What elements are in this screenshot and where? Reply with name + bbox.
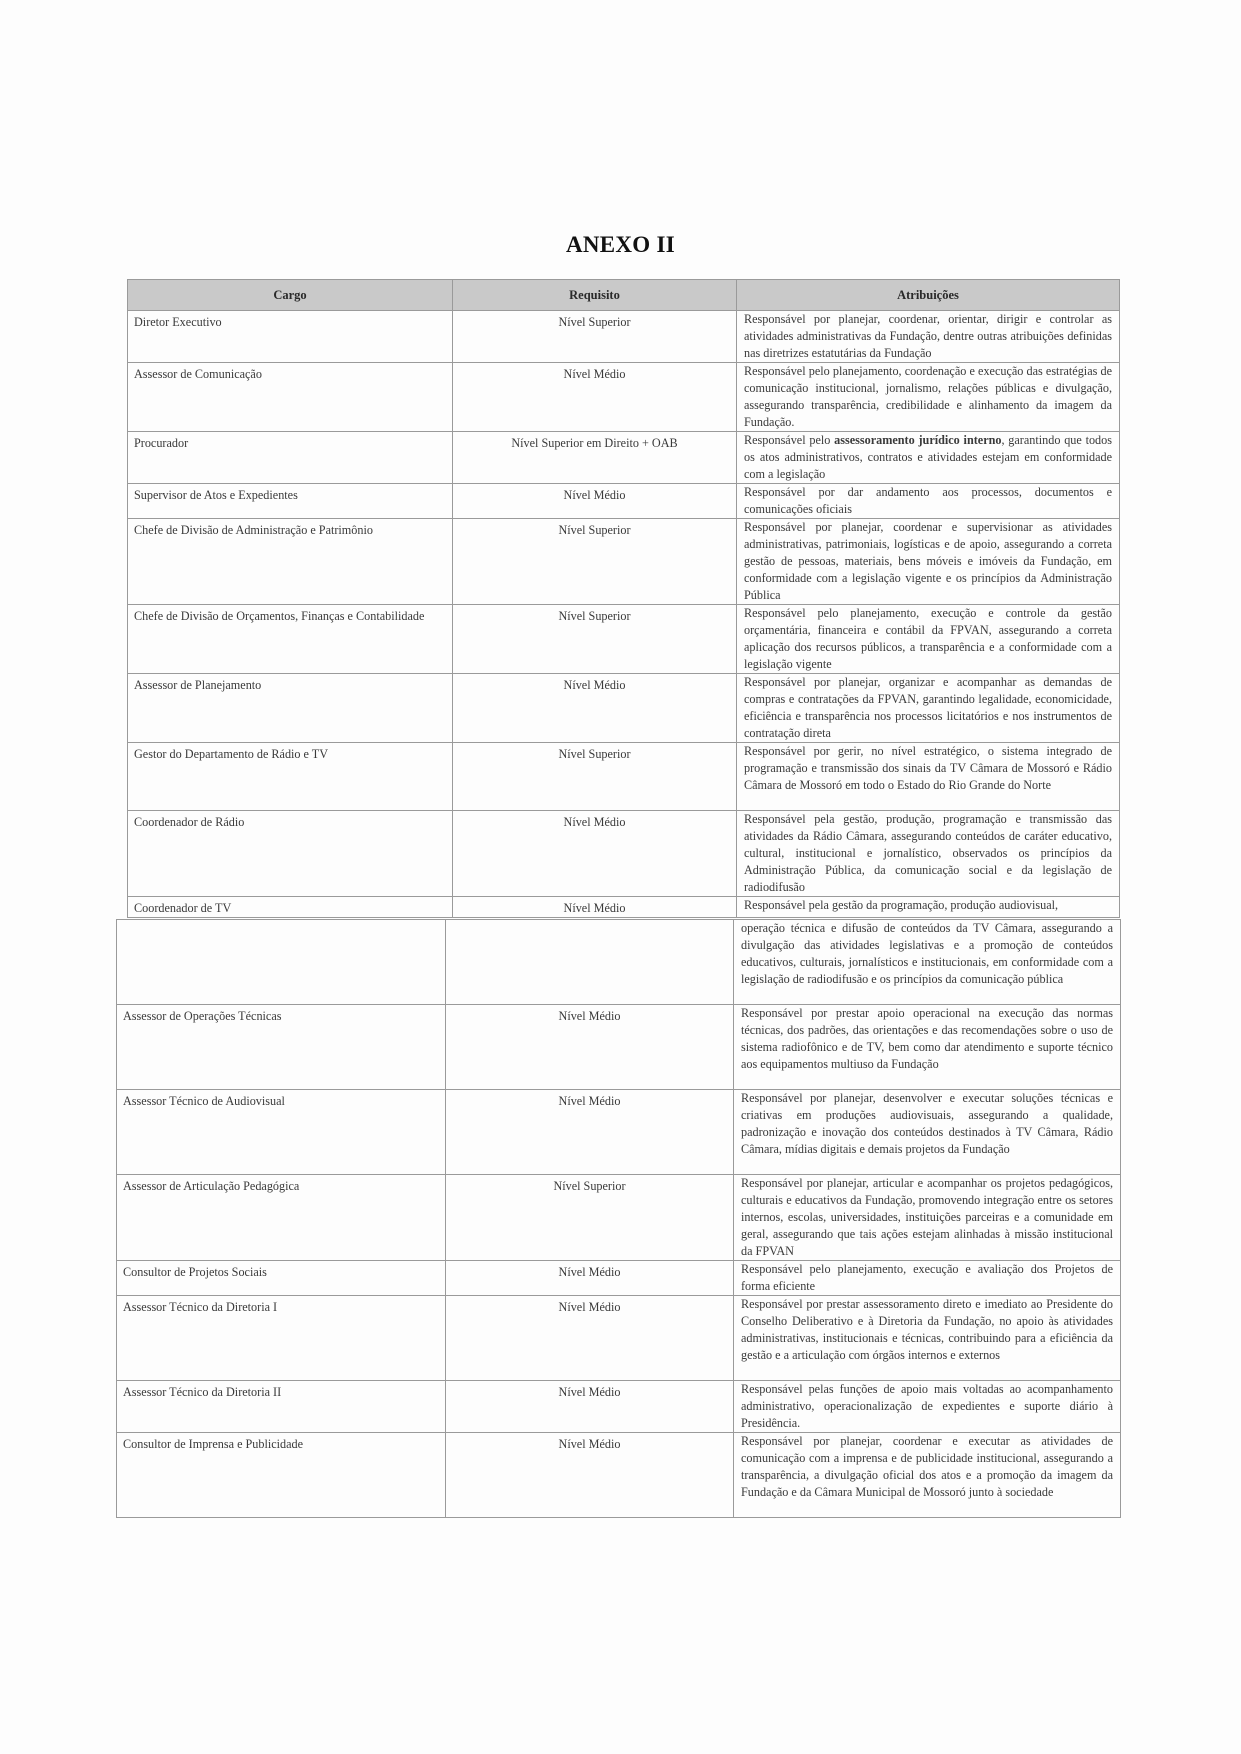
cargo-cell: Coordenador de TV: [128, 897, 453, 918]
atribuicoes-cell: Responsável por prestar assessoramento direto e imediato ao Presidente do Conselho Deliberativo e à Diretoria da Fundação, no apoio às atividades administrativas, institucionais e técnicas, contribuindo para a eficiência da gestão e a articulação com órgãos internos e externos: [734, 1296, 1121, 1381]
atribuicoes-text-post: , garantindo que todos os atos administrativos, contratos e atividades estejam em conformidade com a legislação: [744, 433, 1112, 481]
requisito-cell: [446, 920, 734, 1005]
table-row: [128, 897, 1120, 918]
requisito-cell: Nível Superior em Direito + OAB: [453, 432, 737, 484]
header-requisito: Requisito: [453, 280, 737, 311]
atribuicoes-cell: Responsável por planejar, desenvolver e executar soluções técnicas e criativas em produções audiovisuais, assegurando a qualidade, padronização e inovação dos conteúdos destinados à TV Câmara, Rádio Câmara, mídias digitais e demais projetos da Fundação: [734, 1090, 1121, 1175]
cargo-cell: Chefe de Divisão de Administração e Patrimônio: [128, 519, 453, 605]
table-row: [117, 1296, 1121, 1381]
requisito-cell: Nível Médio: [446, 1296, 734, 1381]
table-row: [117, 1433, 1121, 1518]
requisito-cell: Nível Superior: [453, 605, 737, 674]
requisito-cell: Nível Médio: [453, 363, 737, 432]
requisito-cell: Nível Superior: [446, 1175, 734, 1261]
cargo-cell: Consultor de Imprensa e Publicidade: [117, 1433, 446, 1518]
cargo-cell: Assessor de Planejamento: [128, 674, 453, 743]
requisito-cell: Nível Médio: [453, 674, 737, 743]
cargo-cell: Assessor de Comunicação: [128, 363, 453, 432]
page-title: ANEXO II: [565, 232, 676, 257]
requisito-cell: Nível Médio: [446, 1381, 734, 1433]
requisito-cell: Nível Superior: [453, 311, 737, 363]
cargo-cell: Diretor Executivo: [128, 311, 453, 363]
cargo-cell: Chefe de Divisão de Orçamentos, Finanças e Contabilidade: [128, 605, 453, 674]
table-row: [128, 432, 1120, 484]
requisito-cell: Nível Superior: [453, 743, 737, 811]
atribuicoes-cell: Responsável por planejar, coordenar e executar as atividades de comunicação com a imprensa e de publicidade institucional, assegurando a transparência, a divulgação oficial dos atos e a promoção da imagem da Fundação e da Câmara Municipal de Mossoró junto à sociedade: [734, 1433, 1121, 1518]
table-row: [128, 674, 1120, 743]
atribuicoes-text-pre: Responsável pelo: [744, 433, 835, 447]
atribuicoes-cell: Responsável pela gestão, produção, programação e transmissão das atividades da Rádio Câmara, assegurando conteúdos de caráter educativo, cultural, institucional e jornalístico, observados os princípios da Administração Pública, da comunicação social e da legislação de radiodifusão: [737, 811, 1120, 897]
atribuicoes-cell: Responsável pelo planejamento, execução e avaliação dos Projetos de forma eficiente: [734, 1261, 1121, 1296]
cargo-cell: Consultor de Projetos Sociais: [117, 1261, 446, 1296]
header-cargo: Cargo: [128, 280, 453, 311]
cargo-cell: Gestor do Departamento de Rádio e TV: [128, 743, 453, 811]
cargo-cell: Assessor de Articulação Pedagógica: [117, 1175, 446, 1261]
atribuicoes-cell: Responsável por gerir, no nível estratégico, o sistema integrado de programação e transmissão dos sinais da TV Câmara de Mossoró e Rádio Câmara de Mossoró em todo o Estado do Rio Grande do Norte: [737, 743, 1120, 811]
requisito-cell: Nível Médio: [446, 1005, 734, 1090]
cargo-cell: Procurador: [128, 432, 453, 484]
atribuicoes-cell: Responsável pela gestão da programação, produção audiovisual,: [737, 897, 1120, 918]
atribuicoes-cell: Responsável por prestar apoio operacional na execução das normas técnicas, dos padrões, das orientações e das recomendações sobre o uso de sistema radiofônico e de TV, bem como dar atendimento e suporte técnico aos equipamentos multiuso da Fundação: [734, 1005, 1121, 1090]
atribuicoes-cell: Responsável pelo planejamento, execução e controle da gestão orçamentária, financeira e contábil da FPVAN, assegurando a correta aplicação dos recursos públicos, a transparência e a conformidade com a legislação vigente: [737, 605, 1120, 674]
requisito-cell: Nível Médio: [446, 1261, 734, 1296]
header-atribuicoes: Atribuições: [737, 280, 1120, 311]
atribuicoes-cell: Responsável por dar andamento aos processos, documentos e comunicações oficiais: [737, 484, 1120, 519]
requisito-cell: Nível Médio: [453, 484, 737, 519]
atribuicoes-cell: operação técnica e difusão de conteúdos da TV Câmara, assegurando a divulgação das atividades legislativas e a promoção de conteúdos educativos, culturais, jornalísticos e institucionais, em conformidade com a legislação de radiodifusão e os princípios da comunicação pública: [734, 920, 1121, 1005]
table-row: [117, 1005, 1121, 1090]
cargo-cell: [117, 920, 446, 1005]
atribuicoes-cell: Responsável pelas funções de apoio mais voltadas ao acompanhamento administrativo, operacionalização de expedientes e suporte diário à Presidência.: [734, 1381, 1121, 1433]
cargo-cell: Assessor Técnico de Audiovisual: [117, 1090, 446, 1175]
cargos-table-part-2: [116, 919, 1121, 1518]
cargo-cell: Assessor de Operações Técnicas: [117, 1005, 446, 1090]
atribuicoes-cell: Responsável por planejar, organizar e acompanhar as demandas de compras e contratações da FPVAN, garantindo legalidade, economicidade, eficiência e transparência nos processos licitatórios e nos instrumentos de contratação direta: [737, 674, 1120, 743]
table-row: [117, 1261, 1121, 1296]
atribuicoes-cell: Responsável por planejar, coordenar, orientar, dirigir e controlar as atividades administrativas da Fundação, dentre outras atribuições definidas nas diretrizes estatutárias da Fundação: [737, 311, 1120, 363]
table-row: [117, 1175, 1121, 1261]
table-row: [117, 1381, 1121, 1433]
table-row: [128, 743, 1120, 811]
requisito-cell: Nível Médio: [446, 1433, 734, 1518]
cargo-cell: Supervisor de Atos e Expedientes: [128, 484, 453, 519]
cargo-cell: Assessor Técnico da Diretoria I: [117, 1296, 446, 1381]
atribuicoes-cell: [737, 432, 1120, 484]
table-row: [128, 605, 1120, 674]
requisito-cell: Nível Médio: [446, 1090, 734, 1175]
table-row: [117, 920, 1121, 1005]
table-row: [128, 363, 1120, 432]
requisito-cell: Nível Médio: [453, 811, 737, 897]
cargo-cell: Coordenador de Rádio: [128, 811, 453, 897]
table-row: [128, 311, 1120, 363]
table-row: [128, 811, 1120, 897]
table-header-row: [128, 280, 1120, 311]
cargo-cell: Assessor Técnico da Diretoria II: [117, 1381, 446, 1433]
table-row: [128, 484, 1120, 519]
atribuicoes-cell: Responsável pelo planejamento, coordenação e execução das estratégias de comunicação institucional, jornalismo, relações públicas e divulgação, assegurando transparência, credibilidade e alinhamento da imagem da Fundação.: [737, 363, 1120, 432]
requisito-cell: Nível Médio: [453, 897, 737, 918]
atribuicoes-cell: Responsável por planejar, coordenar e supervisionar as atividades administrativas, patrimoniais, logísticas e de apoio, assegurando a correta gestão de pessoas, materiais, bens móveis e imóveis da Fundação, em conformidade com a legislação vigente e os princípios da Administração Pública: [737, 519, 1120, 605]
cargos-table-part-1: [127, 279, 1120, 918]
atribuicoes-cell: Responsável por planejar, articular e acompanhar os projetos pedagógicos, culturais e educativos da Fundação, promovendo integração entre os setores internos, escolas, universidades, instituições parceiras e a comunidade em geral, assegurando que tais ações estejam alinhadas à missão institucional da FPVAN: [734, 1175, 1121, 1261]
table-row: [128, 519, 1120, 605]
atribuicoes-text-bold: assessoramento jurídico interno: [834, 433, 1002, 447]
requisito-cell: Nível Superior: [453, 519, 737, 605]
table-row: [117, 1090, 1121, 1175]
